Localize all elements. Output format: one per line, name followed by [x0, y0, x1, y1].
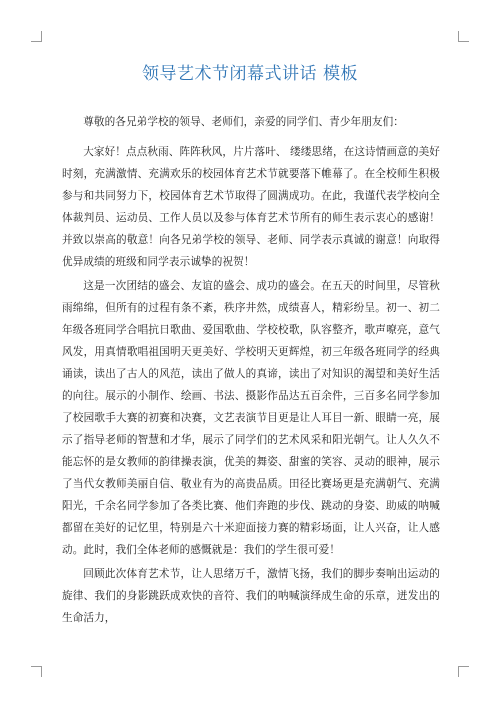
- margin-mark-top-left: [31, 31, 42, 42]
- margin-mark-top-right: [458, 31, 469, 42]
- document-title: 领导艺术节闭幕式讲话 模板: [142, 64, 358, 84]
- paragraph-salutation: 尊敬的各兄弟学校的领导、老师们，亲爱的同学们、青少年朋友们：: [83, 116, 404, 128]
- margin-mark-bottom-left: [31, 666, 42, 677]
- paragraph-reflection: 回顾此次体育艺术节，让人思绪万千，激情飞扬，我们的脚步奏响出运动的旋律、我们的身影跳跃成欢快的音符、我们的呐喊演绎成生命的乐章，迸发出的生命活力，: [62, 568, 440, 624]
- paragraph-greeting: 大家好！点点秋雨、阵阵秋风，片片落叶、 缕缕思绪，在这诗情画意的美好时刻，充满激情、充满欢乐的校园体育艺术节就要落下帷幕了。在全校师生积极参与和共同努力下，校园体育艺术节取得了圆满成功。在此，我谨代表学校向全体裁判员、运动员、工作人员以及参与体育艺术节所有的师生表示衷心的感谢！并致以崇高的敬意！向各兄弟学校的领导、老师、同学表示真诚的谢意！向取得优异成绩的班级和同学表示诚挚的祝贺！: [62, 146, 440, 268]
- paragraph-review: 这是一次团结的盛会、友谊的盛会、成功的盛会。在五天的时间里，尽管秋雨绵绵，但所有的过程有条不紊，秩序井然，成绩喜人，精彩纷呈。初一、初二年级各班同学合唱抗日歌曲、爱国歌曲、学校校歌，队容整齐，歌声嘹亮，意气风发，用真情歌唱祖国明天更美好、学校明天更辉煌，初三年级各班同学的经典诵读，读出了古人的风范，读出了做人的真谛，读出了对知识的渴望和美好生活的向往。展示的小制作、绘画、书法、摄影作品达五百余件，三百多名同学参加了校园歌手大赛的初赛和决赛，文艺表演节目更是让人耳目一新、眼睛一亮，展示了指导老师的智慧和才华，展示了同学们的艺术风采和阳光朝气。让人久久不能忘怀的是女教师的韵律操表演，优美的舞姿、甜蜜的笑容、灵动的眼神，展示了当代女教师美丽自信、敬业有为的高贵品质。田径比赛场更是充满朝气、充满阳光，千余名同学参加了各类比赛、他们奔跑的步伐、跳动的身姿、助威的呐喊都留在美好的记忆里，特别是六十米迎面接力赛的精彩场面，让人兴奋，让人感动。此时，我们全体老师的感慨就是：我们的学生很可爱！: [62, 280, 440, 556]
- margin-mark-bottom-right: [458, 666, 469, 677]
- document-body: [62, 111, 440, 631]
